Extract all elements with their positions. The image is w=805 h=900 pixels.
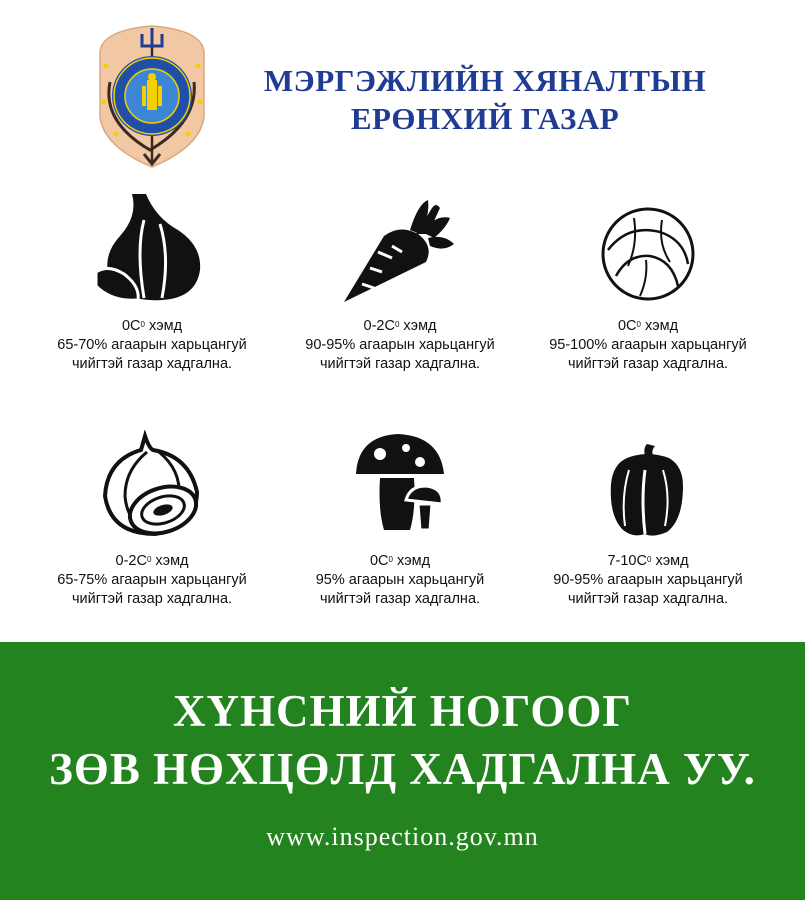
temperature-value: 0-2C bbox=[363, 318, 395, 334]
onion-icon bbox=[97, 430, 207, 545]
storage-caption bbox=[518, 317, 778, 374]
cabbage-icon bbox=[598, 204, 698, 309]
temperature-line bbox=[270, 317, 530, 336]
mushroom-icon bbox=[350, 430, 450, 545]
storage-caption bbox=[22, 552, 282, 609]
storage-item-mushroom bbox=[270, 430, 530, 660]
temperature-unit: хэмд bbox=[155, 553, 189, 569]
header bbox=[0, 0, 805, 180]
slogan bbox=[0, 682, 805, 798]
temperature-unit: хэмд bbox=[396, 553, 431, 569]
org-name-line1: МЭРГЭЖЛИЙН ХЯНАЛТЫН bbox=[263, 63, 707, 98]
degree-mark: 0 bbox=[394, 320, 400, 329]
storage-line: чийгтэй газар хадгална. bbox=[71, 591, 233, 607]
temperature-line bbox=[22, 552, 282, 571]
temperature-unit: хэмд bbox=[644, 318, 679, 334]
humidity-line: 65-75% агаарын харьцангуй bbox=[57, 572, 247, 588]
temperature-line bbox=[22, 317, 282, 336]
humidity-line: 95-100% агаарын харьцангуй bbox=[549, 337, 747, 353]
temperature-value: 0-2C bbox=[115, 553, 147, 569]
degree-mark: 0 bbox=[636, 320, 641, 329]
temperature-line bbox=[518, 317, 778, 336]
temperature-value: 0C bbox=[369, 553, 389, 569]
degree-mark: 0 bbox=[388, 555, 393, 564]
storage-line: чийгтэй газар хадгална. bbox=[71, 356, 233, 372]
storage-caption bbox=[270, 552, 530, 609]
humidity-line: 65-70% агаарын харьцангуй bbox=[57, 337, 247, 353]
carrot-icon bbox=[340, 190, 460, 310]
storage-line: чийгтэй газар хадгална. bbox=[319, 356, 481, 372]
storage-caption bbox=[270, 317, 530, 374]
storage-item-garlic bbox=[22, 190, 282, 420]
temperature-line bbox=[270, 552, 530, 571]
storage-caption bbox=[22, 317, 282, 374]
storage-line: чийгтэй газар хадгална. bbox=[567, 591, 729, 607]
organization-name bbox=[230, 62, 740, 138]
slogan-line2: ЗӨВ НӨХЦӨЛД ХАДГАЛНА УУ. bbox=[49, 744, 756, 794]
temperature-value: 0C bbox=[121, 318, 141, 334]
garlic-icon bbox=[92, 190, 212, 310]
humidity-line: 90-95% агаарын харьцангуй bbox=[305, 337, 495, 353]
degree-mark: 0 bbox=[140, 320, 145, 329]
slogan-line1: ХҮНСНИЙ НОГООГ bbox=[173, 686, 632, 736]
bell-pepper-icon bbox=[603, 440, 693, 545]
storage-line: чийгтэй газар хадгална. bbox=[567, 356, 729, 372]
storage-line: чийгтэй газар хадгална. bbox=[319, 591, 481, 607]
website-link[interactable]: www.inspection.gov.mn bbox=[266, 822, 539, 851]
org-name-line2: ЕРӨНХИЙ ГАЗАР bbox=[350, 101, 620, 136]
storage-item-onion bbox=[22, 430, 282, 660]
slogan-banner bbox=[0, 642, 805, 900]
storage-item-bell-pepper bbox=[518, 430, 778, 660]
temperature-value: 0C bbox=[617, 318, 637, 334]
temperature-line bbox=[518, 552, 778, 571]
storage-item-cabbage bbox=[518, 190, 778, 420]
humidity-line: 90-95% агаарын харьцангуй bbox=[553, 572, 743, 588]
degree-mark: 0 bbox=[146, 555, 152, 564]
agency-logo bbox=[92, 22, 212, 172]
temperature-value: 7-10C bbox=[607, 553, 647, 569]
humidity-line: 95% агаарын харьцангуй bbox=[315, 572, 485, 588]
temperature-unit: хэмд bbox=[148, 318, 183, 334]
temperature-unit: хэмд bbox=[655, 553, 689, 569]
temperature-unit: хэмд bbox=[403, 318, 437, 334]
storage-item-carrot bbox=[270, 190, 530, 420]
storage-caption bbox=[518, 552, 778, 609]
degree-mark: 0 bbox=[646, 555, 652, 564]
